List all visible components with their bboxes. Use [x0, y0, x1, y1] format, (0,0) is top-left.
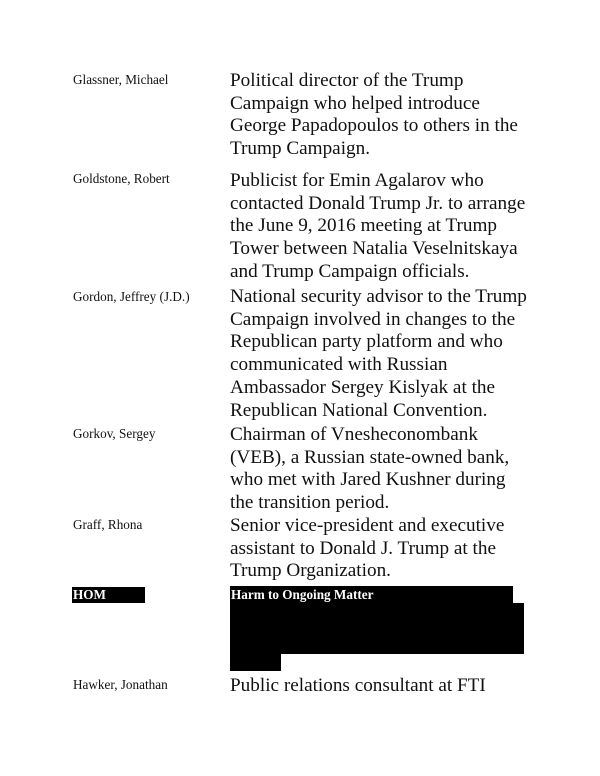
description-line: Republican party platform and who	[230, 331, 503, 353]
description-line: the June 9, 2016 meeting at Trump	[230, 215, 498, 237]
description-line: Campaign involved in changes to the	[230, 308, 516, 330]
entry-name-glassner: Glassner, Michael	[73, 72, 169, 87]
description-line: Public relations consultant at FTI	[230, 675, 486, 696]
description-line: Senior vice-president and executive	[230, 515, 505, 536]
redaction-name-label: HOM	[73, 587, 106, 602]
description-line: Political director of the Trump	[230, 70, 464, 91]
redaction-description-label: Harm to Ongoing Matter	[231, 587, 374, 602]
description-line: who met with Jared Kushner during	[230, 469, 506, 491]
entry-description-gordon	[230, 286, 550, 422]
description-line: assistant to Donald J. Trump at the	[230, 537, 496, 559]
description-line: and Trump Campaign officials.	[230, 260, 470, 282]
description-line: Chairman of Vnesheconombank	[230, 424, 478, 445]
description-line: the transition period.	[230, 492, 390, 514]
entry-description-glassner	[230, 70, 550, 161]
description-line: Trump Campaign.	[230, 138, 371, 160]
entry-name-graff: Graff, Rhona	[73, 517, 143, 532]
description-line: Campaign who helped introduce	[230, 92, 480, 114]
description-line: contacted Donald Trump Jr. to arrange	[230, 192, 526, 214]
entry-description-gorkov	[230, 424, 550, 515]
description-line: Ambassador Sergey Kislyak at the	[230, 376, 496, 398]
description-line: Tower between Natalia Veselnitskaya	[230, 238, 518, 260]
description-line: Trump Organization.	[230, 560, 391, 582]
redaction-description-block-bottom	[230, 653, 281, 671]
entry-name-goldstone: Goldstone, Robert	[73, 171, 170, 186]
entry-name-gordon: Gordon, Jeffrey (J.D.)	[73, 289, 190, 304]
description-line: (VEB), a Russian state-owned bank,	[230, 446, 510, 468]
description-line: communicated with Russian	[230, 354, 448, 376]
redaction-description-block-middle	[230, 603, 524, 654]
description-line: National security advisor to the Trump	[230, 286, 527, 307]
description-line: Republican National Convention.	[230, 399, 488, 421]
entry-description-goldstone	[230, 170, 550, 284]
description-line: George Papadopoulos to others in the	[230, 115, 518, 137]
entry-name-hawker: Hawker, Jonathan	[73, 677, 168, 692]
entry-name-gorkov: Gorkov, Sergey	[73, 426, 156, 441]
description-line: Publicist for Emin Agalarov who	[230, 170, 484, 191]
entry-description-hawker	[230, 675, 550, 698]
entry-description-graff	[230, 515, 550, 583]
